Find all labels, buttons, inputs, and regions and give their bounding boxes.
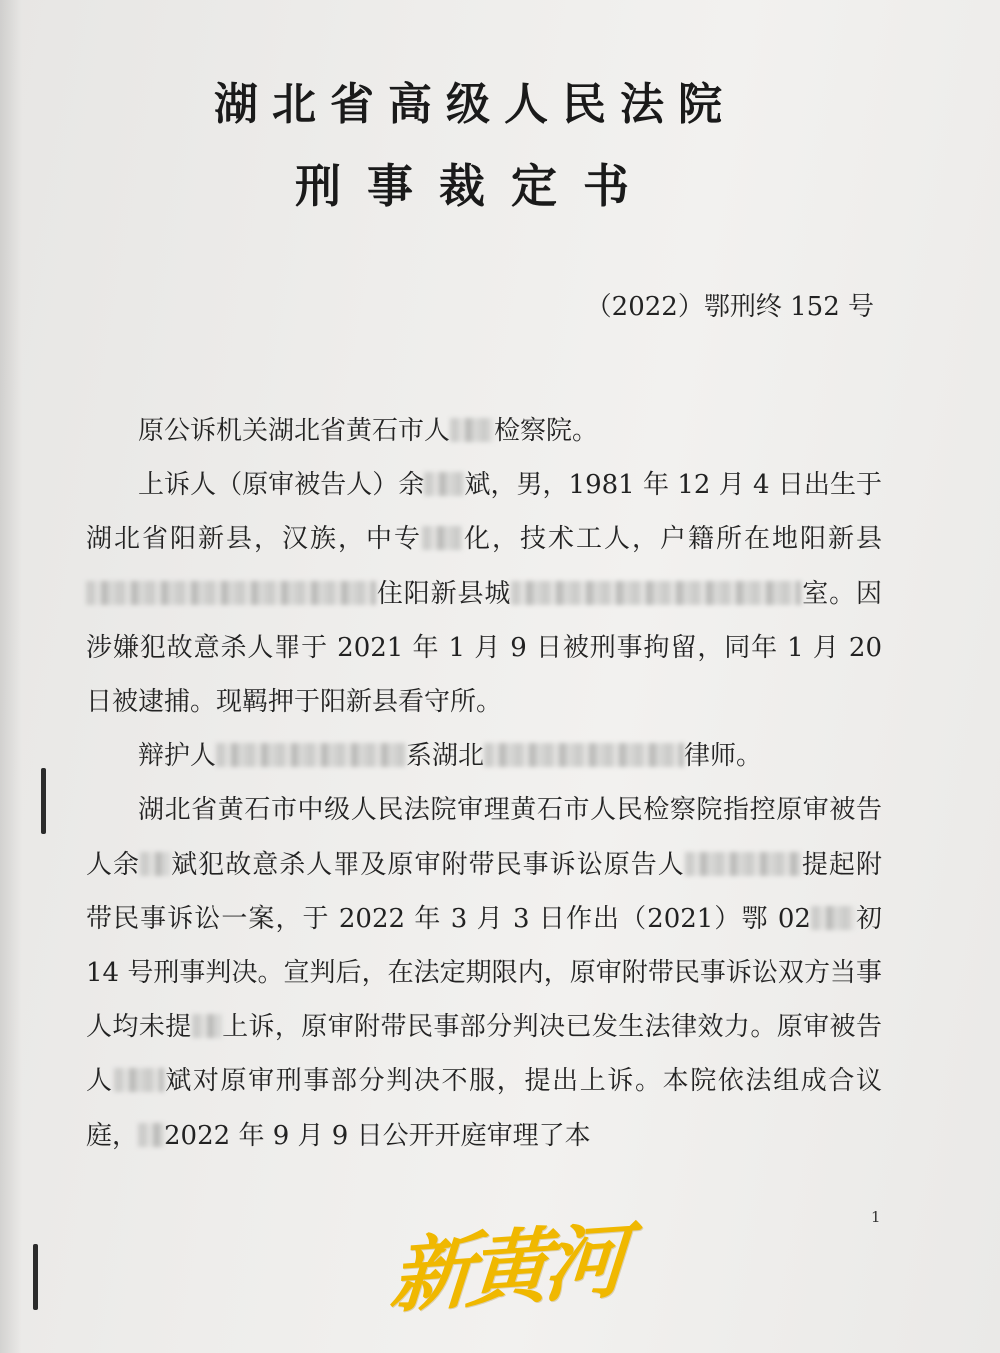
text-run: 斌犯故意杀人罪及原审附带民事诉讼原告人 [170, 849, 685, 880]
text-run: 上诉，原审附带民事部分判决已发生法律效力。原审被告人 [86, 1012, 882, 1097]
paragraph-prosecutor [86, 404, 882, 458]
text-run: 化，技术工人，户籍所在地阳新县 [462, 524, 882, 555]
redacted-text [86, 581, 376, 605]
watermark-logo [387, 1198, 627, 1325]
document-body [86, 404, 882, 1163]
text-run: 提起附带民事诉讼一案，于 2022 年 3 月 3 日作出（2021）鄂 02 [86, 849, 882, 934]
text-run: 住阳新县城 [376, 578, 512, 609]
case-number: （2022）鄂刑终 152 号 [585, 292, 874, 322]
redacted-text [811, 906, 855, 930]
text-run: 斌对原审刑事部分判决不服，提出上诉。本院依法组成合议庭， [86, 1066, 882, 1151]
redacted-text [140, 852, 170, 876]
redacted-text [216, 743, 406, 767]
watermark-text: 新黄河 [387, 1213, 624, 1325]
binder-mark [41, 768, 46, 834]
text-run: 律师。 [684, 741, 763, 772]
paragraph-procedure [86, 783, 882, 1162]
text-run: 原公诉机关湖北省黄石市人 [138, 416, 451, 446]
redacted-text [511, 581, 801, 605]
text-run: 斌，男，1981 年 12 月 4 日出生于湖北省阳新县，汉族，中专 [86, 470, 882, 555]
text-run: 湖北省黄石市中级人民法院审理黄石市人民检察院指控原审被告人余 [86, 795, 882, 880]
redacted-text [422, 526, 462, 550]
redacted-text [138, 1123, 164, 1147]
text-run: 初 14 号刑事判决。宣判后，在法定期限内，原审附带民事诉讼双方当事人均未提 [86, 903, 882, 1043]
text-run: 室。因涉嫌犯故意杀人罪于 2021 年 1 月 9 日被刑事拘留，同年 1 月 20 日被逮捕。现羁押于阳新县看守所。 [86, 578, 882, 718]
redacted-text [424, 472, 464, 496]
paragraph-defender [86, 729, 882, 783]
redacted-text [685, 852, 801, 876]
text-run: 辩护人 [138, 741, 217, 772]
redacted-text [192, 1014, 222, 1038]
text-run: 上诉人（原审被告人）余 [138, 470, 425, 501]
redacted-text [450, 418, 494, 442]
text-run: 检察院。 [494, 416, 599, 446]
court-name: 湖北省高级人民法院 [214, 79, 736, 130]
redacted-text [484, 743, 684, 767]
paragraph-appellant [86, 458, 882, 729]
text-run: 2022 年 9 月 9 日公开开庭审理了本 [164, 1120, 591, 1151]
binder-mark [33, 1244, 38, 1310]
text-run: 系湖北 [406, 741, 485, 772]
document-type: 刑事裁定书 [295, 159, 655, 213]
redacted-text [114, 1068, 164, 1092]
page-number: 1 [871, 1208, 881, 1226]
